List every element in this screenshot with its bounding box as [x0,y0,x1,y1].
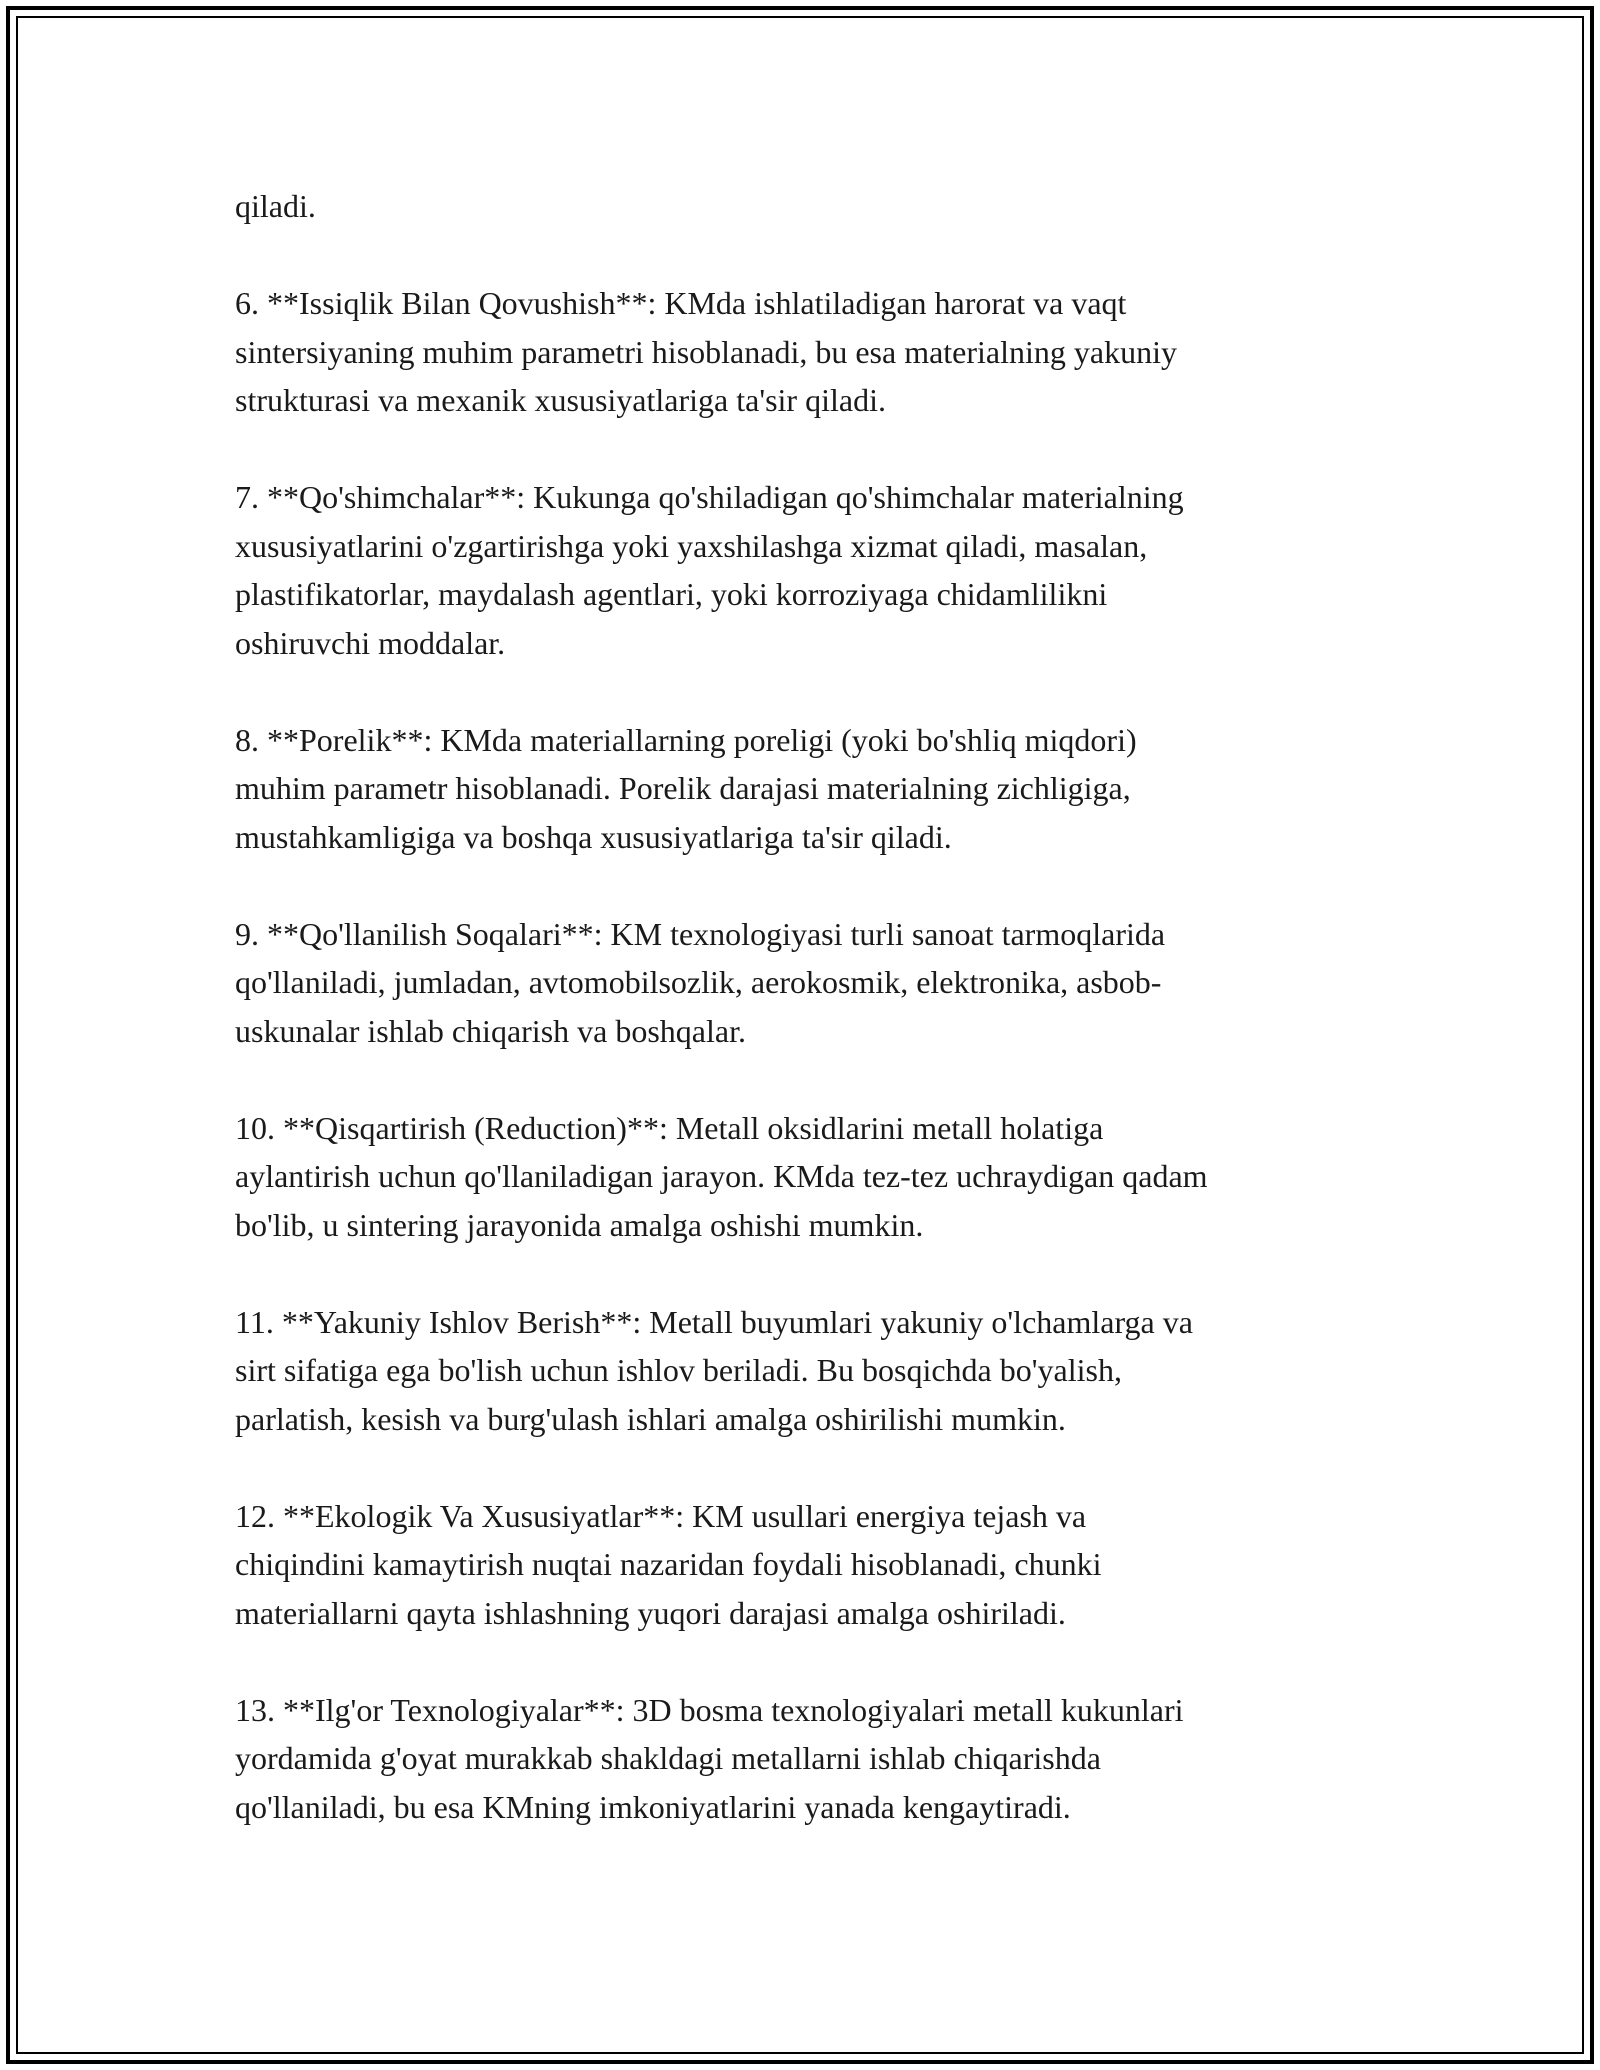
paragraph-item-6 [235,279,1365,425]
text-line: uskunalar ishlab chiqarish va boshqalar. [235,1012,746,1049]
paragraph-item-9 [235,910,1365,1056]
text-line: qo'llaniladi, jumladan, avtomobilsozlik, aerokosmik, elektronika, asbob- [235,964,1162,1000]
text-line: strukturasi va mexanik xususiyatlariga ta'sir qiladi. [235,382,886,418]
text-line: materiallarni qayta ishlashning yuqori darajasi amalga oshiriladi. [235,1594,1066,1631]
paragraph-item-11 [235,1298,1365,1444]
paragraph-item-8 [235,716,1365,862]
text-line: chiqindini kamaytirish nuqtai nazaridan foydali hisoblanadi, chunki [235,1546,1102,1582]
paragraph-continuation [235,182,1365,231]
text-line: 7. **Qo'shimchalar**: Kukunga qo'shiladigan qo'shimchalar materialning [235,479,1184,515]
text-line: yordamida g'oyat murakkab shakldagi metallarni ishlab chiqarishda [235,1740,1101,1776]
text-line: 10. **Qisqartirish (Reduction)**: Metall oksidlarini metall holatiga [235,1109,1104,1146]
text-line: qiladi. [235,188,316,224]
text-line: 13. **Ilg'or Texnologiyalar**: 3D bosma texnologiyalari metall kukunlari [235,1691,1184,1728]
text-line: sintersiyaning muhim parametri hisoblanadi, bu esa materialning yakuniy [235,333,1177,370]
paragraph-item-12 [235,1492,1365,1638]
text-line: xususiyatlarini o'zgartirishga yoki yaxshilashga xizmat qiladi, masalan, [235,527,1148,564]
text-line: muhim parametr hisoblanadi. Porelik darajasi materialning zichligiga, [235,770,1131,806]
text-line: bo'lib, u sintering jarayonida amalga oshishi mumkin. [235,1206,924,1243]
text-line: parlatish, kesish va burg'ulash ishlari amalga oshirilishi mumkin. [235,1400,1066,1437]
text-line: oshiruvchi moddalar. [235,624,506,661]
text-line: mustahkamligiga va boshqa xususiyatlariga ta'sir qiladi. [235,818,952,855]
text-line: aylantirish uchun qo'llaniladigan jarayon. KMda tez-tez uchraydigan qadam [235,1158,1208,1194]
document-body [235,182,1365,1880]
text-line: qo'llaniladi, bu esa KMning imkoniyatlarini yanada kengaytiradi. [235,1788,1071,1825]
text-line: sirt sifatiga ega bo'lish uchun ishlov beriladi. Bu bosqichda bo'yalish, [235,1352,1122,1388]
paragraph-item-10 [235,1104,1365,1250]
paragraph-item-13 [235,1686,1365,1832]
paragraph-item-7 [235,473,1365,667]
text-line: 11. **Yakuniy Ishlov Berish**: Metall buyumlari yakuniy o'lchamlarga va [235,1303,1193,1340]
text-line: 9. **Qo'llanilish Soqalari**: KM texnologiyasi turli sanoat tarmoqlarida [235,915,1166,952]
text-line: 12. **Ekologik Va Xususiyatlar**: KM usullari energiya tejash va [235,1497,1087,1534]
text-line: plastifikatorlar, maydalash agentlari, yoki korroziyaga chidamlilikni [235,576,1108,612]
text-line: 6. **Issiqlik Bilan Qovushish**: KMda ishlatiladigan harorat va vaqt [235,285,1127,321]
text-line: 8. **Porelik**: KMda materiallarning poreligi (yoki bo'shliq miqdori) [235,721,1137,758]
